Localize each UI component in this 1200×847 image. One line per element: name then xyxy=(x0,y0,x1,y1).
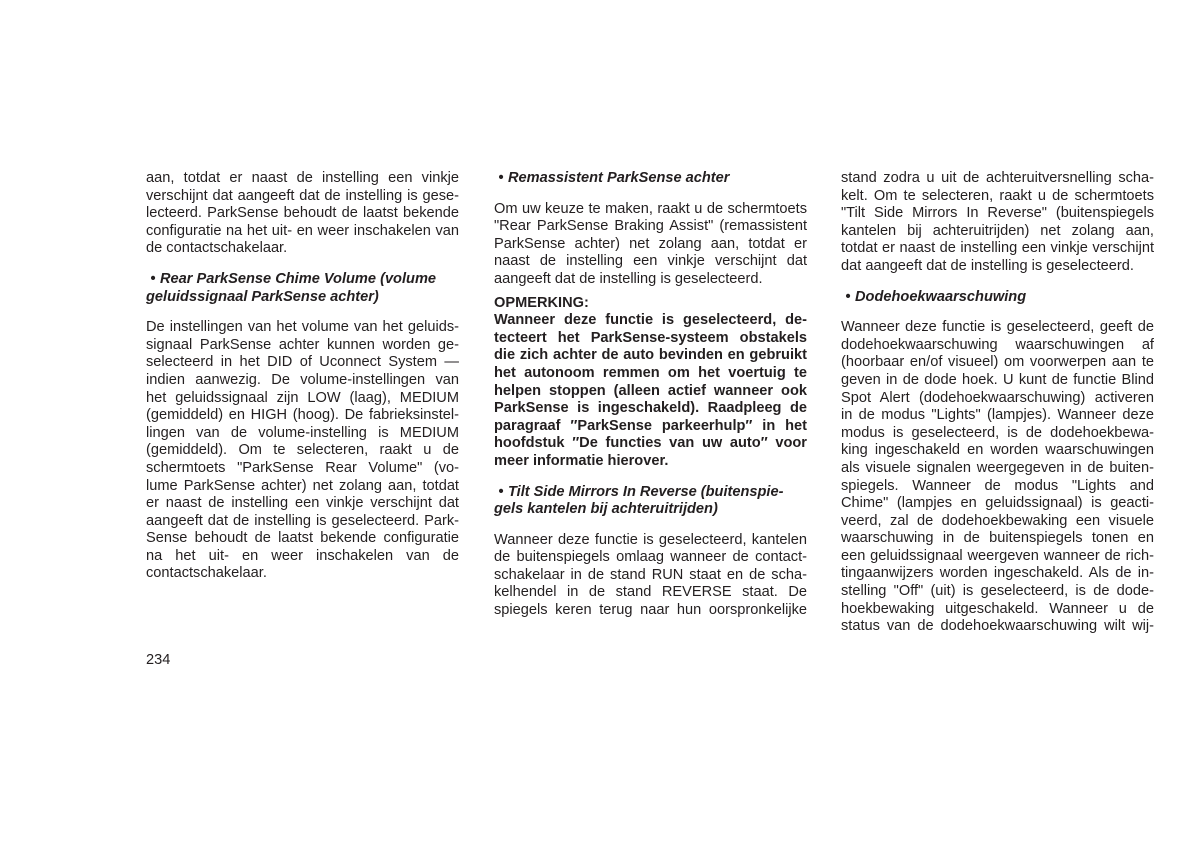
text-line: stand zodra u uit de achteruitversnelling scha- xyxy=(841,170,1154,186)
text-line: lecteerd. ParkSense behoudt de laatst bekende xyxy=(146,205,459,222)
text-line: na het uit- en weer inschakelen van de xyxy=(146,547,459,564)
text-line: Wanneer deze functie is geselecteerd, geeft de xyxy=(841,319,1154,336)
section-heading xyxy=(841,289,1154,307)
text-line: "Tilt Side Mirrors In Reverse" (buitenspiegels xyxy=(841,205,1154,222)
text-line: status van de dodehoekwaarschuwing wilt wij- xyxy=(841,618,1154,635)
page-number: 234 xyxy=(146,652,171,668)
text-line: aangeeft dat de instelling is geselecteerd. xyxy=(494,270,763,287)
text-line: het geluidssignaal zijn LOW (laag), MEDIUM xyxy=(146,389,459,406)
text-line: er naast de instelling een vinkje verschijnt dat xyxy=(146,495,459,512)
text-line: Chime" (lampjes en geluidssignaal) is geacti- xyxy=(841,495,1154,512)
bullet-icon: • xyxy=(150,270,156,287)
text-line: Om uw keuze te maken, raakt u de schermtoets xyxy=(494,200,807,217)
text-line: een geluidssignaal weergeven wanneer de rich- xyxy=(841,547,1154,564)
heading-text: Tilt Side Mirrors In Reverse (buitenspie- xyxy=(508,483,784,500)
text-line: de contactschakelaar. xyxy=(146,240,288,257)
text-line: selecteerd in het DID of Uconnect System — xyxy=(146,354,459,371)
text-line: waarschuwing in de buitenspiegels tonen en xyxy=(841,530,1154,547)
text-line: hoekbewaking uitgeschakeld. Wanneer u de xyxy=(841,600,1154,617)
section-heading xyxy=(494,484,807,519)
text-line: lume ParkSense achter) net zolang aan, totdat xyxy=(146,477,459,494)
text-line: geven in de dode hoek. U kunt de functie Blind xyxy=(841,371,1154,388)
text-line: verschijnt dat aangeeft dat de instelling is gese- xyxy=(146,187,459,204)
paragraph xyxy=(494,532,807,620)
text-line: in de modus "Lights" (lampjes). Wanneer deze xyxy=(841,407,1154,424)
paragraph xyxy=(146,319,459,583)
text-line: indien aanwezig. De volume-instellingen van xyxy=(146,371,459,388)
text-line: helpen stoppen (alleen actief wanneer ook xyxy=(494,382,807,399)
text-line: naast de instelling een vinkje verschijnt dat xyxy=(494,253,807,270)
text-line: de buitenspiegels omlaag wanneer de contact- xyxy=(494,549,807,566)
heading-text: Dodehoekwaarschuwing xyxy=(855,288,1027,305)
text-line: configuratie na het uit- en weer inschakelen van xyxy=(146,222,459,239)
text-line: spiegels. Wanneer de modus "Lights and xyxy=(841,477,1154,494)
text-line: totdat er naast de instelling een vinkje verschijnt xyxy=(841,240,1154,257)
text-line: (hoorbaar en/of visueel) om voorwerpen aan te xyxy=(841,354,1154,371)
text-line: schermtoets "ParkSense Rear Volume" (vo- xyxy=(146,459,459,476)
column-left xyxy=(146,170,459,583)
text-line: dat aangeeft dat de instelling is geselecteerd. xyxy=(841,257,1134,274)
text-line: Spot Alert (dodehoekwaarschuwing) activeren xyxy=(841,389,1154,406)
text-line: lingen van de volume-instelling is MEDIUM xyxy=(146,424,459,441)
text-line: ParkSense is ingeschakeld). Raadpleeg de xyxy=(494,400,807,417)
text-line: schakelaar in de stand RUN staat en de scha- xyxy=(494,566,807,583)
paragraph xyxy=(494,201,807,289)
text-line: (gemiddeld). Om te selecteren, raakt u de xyxy=(146,442,459,459)
text-line: aan, totdat er naast de instelling een vinkje xyxy=(146,170,459,186)
text-line: signaal ParkSense achter kunnen worden ge- xyxy=(146,336,459,353)
heading-text: Rear ParkSense Chime Volume (volume xyxy=(160,270,437,287)
section-heading xyxy=(494,170,807,188)
text-line: aangeeft dat de instelling is geselecteerd. Park- xyxy=(146,512,459,529)
text-line: hoofdstuk ″De functies van uw auto″ voor xyxy=(494,435,807,452)
paragraph xyxy=(841,319,1154,636)
note-title: OPMERKING: xyxy=(494,294,589,311)
note-body xyxy=(494,312,807,470)
text-line: het autonoom remmen om het voertuig te xyxy=(494,364,807,381)
text-line: kantelen bij achteruitrijden) net zolang aan, xyxy=(841,222,1154,239)
heading-text: Remassistent ParkSense achter xyxy=(508,170,730,186)
text-line: dodehoekwaarschuwing waarschuwingen af xyxy=(841,336,1154,353)
column-right xyxy=(841,170,1154,636)
text-line: De instellingen van het volume van het geluids- xyxy=(146,319,459,336)
paragraph xyxy=(841,170,1154,276)
text-line: (gemiddeld) en HIGH (hoog). De fabrieksinstel- xyxy=(146,407,459,424)
text-line: "Rear ParkSense Braking Assist" (remassistent xyxy=(494,218,807,235)
text-line: Wanneer deze functie is geselecteerd, kantelen xyxy=(494,531,807,548)
bullet-icon: • xyxy=(498,483,504,500)
heading-text: geluidssignaal ParkSense achter) xyxy=(146,288,379,305)
text-line: Sense behoudt de laatst bekende configuratie xyxy=(146,530,459,547)
text-line: die zich achter de auto bevinden en gebruikt xyxy=(494,347,807,364)
bullet-icon: • xyxy=(498,170,504,186)
text-line: spiegels keren terug naar hun oorspronkelijke xyxy=(494,602,807,619)
text-line: kelt. Om te selecteren, raakt u de schermtoets xyxy=(841,187,1154,204)
bullet-icon: • xyxy=(845,288,851,305)
section-heading xyxy=(146,271,459,306)
text-line: stelling "Off" (uit) is geselecteerd, is de dode- xyxy=(841,583,1154,600)
text-line: paragraaf ″ParkSense parkeerhulp″ in het xyxy=(494,417,807,434)
paragraph xyxy=(146,170,459,258)
text-line: contactschakelaar. xyxy=(146,565,267,582)
text-line: modus is geselecteerd, is de dodehoekbewa- xyxy=(841,424,1154,441)
text-line: meer informatie hierover. xyxy=(494,452,669,469)
heading-text: gels kantelen bij achteruitrijden) xyxy=(494,501,718,518)
text-line: tecteert het ParkSense-systeem obstakels xyxy=(494,329,807,346)
text-line: ParkSense achter) net zolang aan, totdat er xyxy=(494,235,807,252)
text-line: Wanneer deze functie is geselecteerd, de- xyxy=(494,312,807,329)
text-line: als visuele signalen weergegeven in de buiten- xyxy=(841,459,1154,476)
text-line: kelhendel in de stand REVERSE staat. De xyxy=(494,584,807,601)
text-line: king ingeschakeld en worden waarschuwingen xyxy=(841,442,1154,459)
text-line: tingaanwijzers worden ingeschakeld. Als de in- xyxy=(841,565,1154,582)
text-line: veerd, zal de dodehoekbewaking een visuele xyxy=(841,512,1154,529)
column-middle xyxy=(494,170,807,620)
